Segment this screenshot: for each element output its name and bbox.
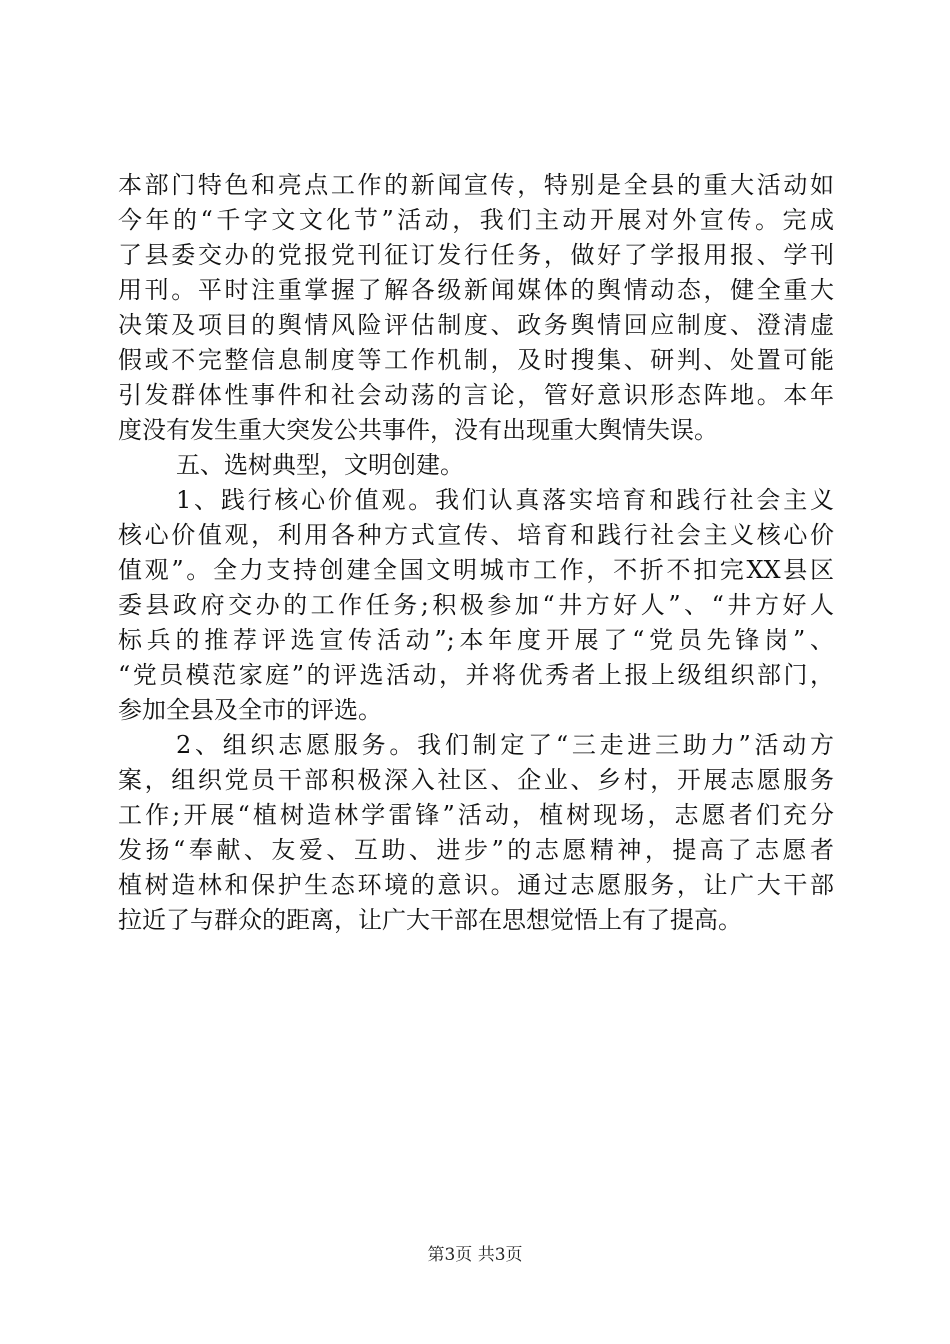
text-line: 核心价值观，利用各种方式宣传、培育和践行社会主义核心价 [118, 521, 834, 549]
section-heading: 五、选树典型，文明创建。 [176, 451, 464, 479]
text-line: 拉近了与群众的距离，让广大干部在思想觉悟上有了提高。 [118, 906, 742, 934]
text-line: 植树造林和保护生态环境的意识。通过志愿服务，让广大干部 [118, 871, 834, 899]
text-line: 了县委交办的党报党刊征订发行任务，做好了学报用报、学刊 [118, 241, 834, 269]
text-line: 发扬“奉献、友爱、互助、进步”的志愿精神，提高了志愿者 [118, 836, 834, 864]
text-line: 委县政府交办的工作任务;积极参加“井方好人”、“井方好人 [118, 591, 834, 619]
text-line: 本部门特色和亮点工作的新闻宣传，特别是全县的重大活动如 [118, 171, 834, 199]
text-line: 2、组织志愿服务。我们制定了“三走进三助力”活动方 [176, 731, 834, 759]
text-line: 引发群体性事件和社会动荡的言论，管好意识形态阵地。本年 [118, 381, 834, 409]
text-line: 值观”。全力支持创建全国文明城市工作，不折不扣完XX县区 [118, 556, 834, 584]
text-line: 假或不完整信息制度等工作机制，及时搜集、研判、处置可能 [118, 346, 834, 374]
document-body [118, 168, 834, 938]
page-number-footer: 第3页 共3页 [427, 1245, 523, 1265]
text-line: 今年的“千字文文化节”活动，我们主动开展对外宣传。完成 [118, 206, 834, 234]
text-line: 用刊。平时注重掌握了解各级新闻媒体的舆情动态，健全重大 [118, 276, 834, 304]
text-line: 决策及项目的舆情风险评估制度、政务舆情回应制度、澄清虚 [118, 311, 834, 339]
text-line: 1、践行核心价值观。我们认真落实培育和践行社会主义 [176, 486, 834, 514]
text-line: 标兵的推荐评选宣传活动”;本年度开展了“党员先锋岗”、 [118, 626, 834, 654]
text-line: 参加全县及全市的评选。 [118, 696, 382, 724]
text-line: 度没有发生重大突发公共事件，没有出现重大舆情失误。 [118, 416, 718, 444]
text-line: “党员模范家庭”的评选活动，并将优秀者上报上级组织部门， [118, 661, 834, 689]
text-line: 工作;开展“植树造林学雷锋”活动，植树现场，志愿者们充分 [118, 801, 834, 829]
text-line: 案，组织党员干部积极深入社区、企业、乡村，开展志愿服务 [118, 766, 834, 794]
